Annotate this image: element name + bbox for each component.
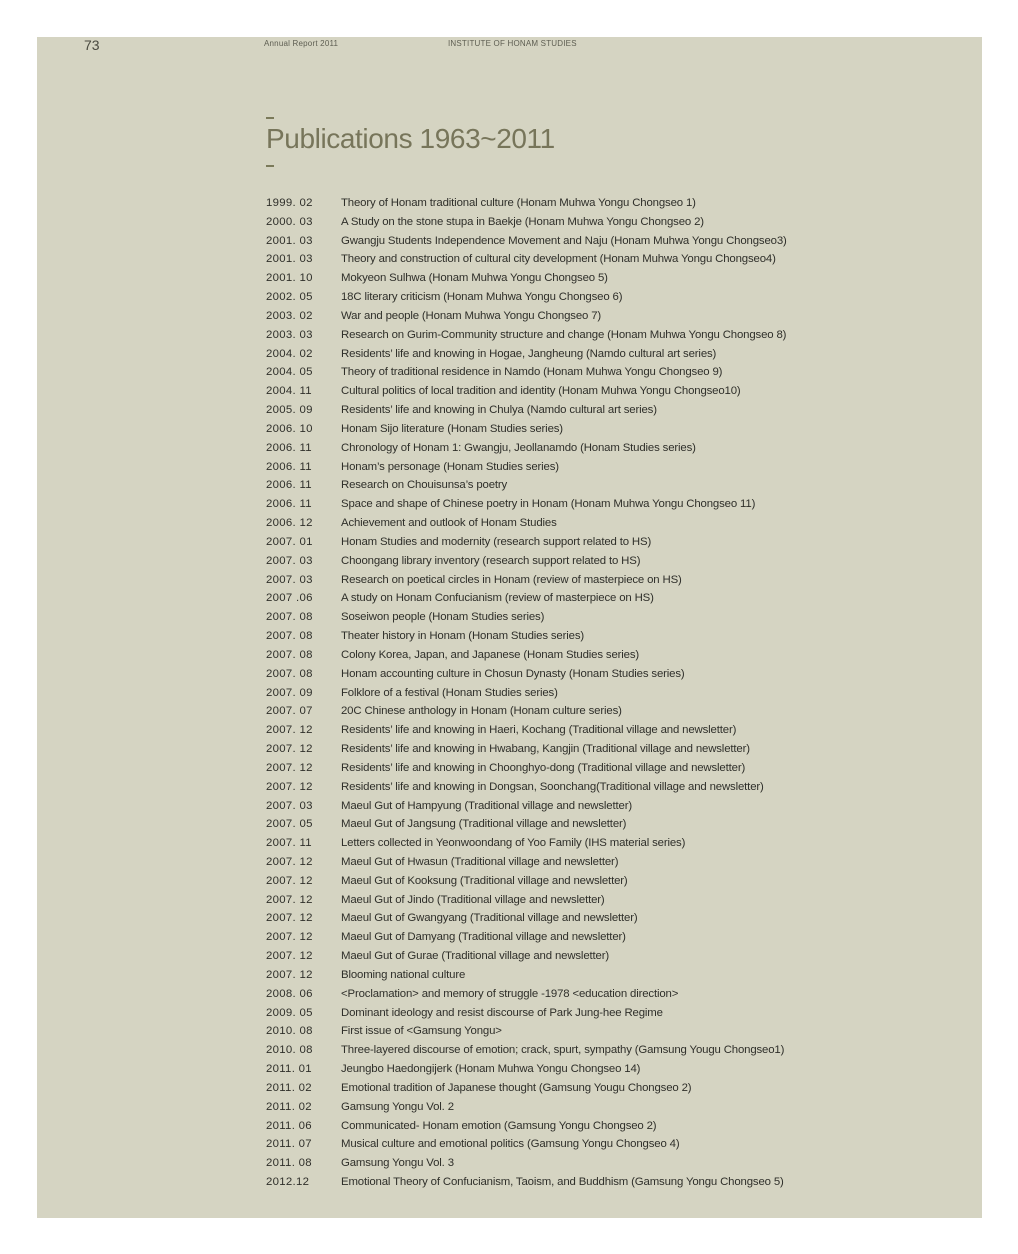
publication-date: 2005. 09 <box>266 404 313 417</box>
title-rule-bottom <box>266 165 274 167</box>
publication-date: 2011. 07 <box>266 1138 312 1151</box>
publication-date: 2011. 02 <box>266 1081 312 1094</box>
publication-title: Residents’ life and knowing in Haeri, Kochang (Traditional village and newsletter) <box>341 724 737 737</box>
publication-date: 2003. 03 <box>266 328 313 341</box>
publication-row <box>266 439 966 458</box>
publication-row <box>266 815 966 834</box>
running-header-institute: INSTITUTE OF HONAM STUDIES <box>448 39 577 48</box>
publication-title: Dominant ideology and resist discourse of Park Jung-hee Regime <box>341 1006 663 1019</box>
publication-title: Theater history in Honam (Honam Studies series) <box>341 630 585 643</box>
publication-title: Folklore of a festival (Honam Studies series) <box>341 686 558 699</box>
publication-date: 2006. 11 <box>266 441 312 454</box>
publication-date: 2007. 09 <box>266 686 313 699</box>
publication-row <box>266 1060 966 1079</box>
publication-row <box>266 514 966 533</box>
publication-date: 2006. 10 <box>266 422 313 435</box>
running-header-report: Annual Report 2011 <box>264 39 339 48</box>
publication-title: Soseiwon people (Honam Studies series) <box>341 611 545 624</box>
publication-title: Research on poetical circles in Honam (review of masterpiece on HS) <box>341 573 682 586</box>
publication-date: 2007. 12 <box>266 743 313 756</box>
publication-date: 2011. 01 <box>266 1063 312 1076</box>
publication-row <box>266 759 966 778</box>
publication-date: 2007. 08 <box>266 667 313 680</box>
publication-date: 2011. 08 <box>266 1157 312 1170</box>
publication-date: 2007. 05 <box>266 818 313 831</box>
publication-date: 2007 .06 <box>266 592 313 605</box>
publication-title: Honam Sijo literature (Honam Studies series) <box>341 422 563 435</box>
page-title: Publications 1963~2011 <box>266 123 555 154</box>
publication-title: Cultural politics of local tradition and identity (Honam Muhwa Yongu Chongseo10) <box>341 385 741 398</box>
publication-row <box>266 702 966 721</box>
publication-date: 2007. 11 <box>266 837 312 850</box>
publication-title: Three-layered discourse of emotion; crack, spurt, sympathy (Gamsung Yougu Chongseo1) <box>341 1044 785 1057</box>
publication-title: First issue of <Gamsung Yongu> <box>341 1025 502 1038</box>
publication-title: Maeul Gut of Hampyung (Traditional village and newsletter) <box>341 799 632 812</box>
publication-row <box>266 891 966 910</box>
publication-date: 2007. 03 <box>266 799 313 812</box>
publication-date: 2007. 12 <box>266 855 313 868</box>
publication-row <box>266 250 966 269</box>
publication-date: 2007. 12 <box>266 931 313 944</box>
publication-row <box>266 721 966 740</box>
publication-title: Theory of Honam traditional culture (Honam Muhwa Yongu Chongseo 1) <box>341 197 696 209</box>
publication-row <box>266 288 966 307</box>
publication-row <box>266 213 966 232</box>
publication-date: 2006. 11 <box>266 479 312 492</box>
publication-title: Residents’ life and knowing in Hogae, Jangheung (Namdo cultural art series) <box>341 347 717 360</box>
publication-date: 2007. 12 <box>266 893 313 906</box>
publication-row <box>266 1004 966 1023</box>
publication-date: 2003. 02 <box>266 309 313 322</box>
publication-row <box>266 232 966 251</box>
publication-date: 2009. 05 <box>266 1006 313 1019</box>
publication-date: 2007. 03 <box>266 554 313 567</box>
publication-date: 2007. 08 <box>266 611 313 624</box>
publication-date: 2001. 10 <box>266 272 313 285</box>
publication-title: Emotional Theory of Confucianism, Taoism, and Buddhism (Gamsung Yongu Chongseo 5) <box>341 1176 784 1189</box>
publication-row <box>266 458 966 477</box>
document-page <box>37 37 982 1218</box>
publication-title: 18C literary criticism (Honam Muhwa Yongu Chongseo 6) <box>341 291 623 304</box>
publication-date: 2012.12 <box>266 1176 310 1189</box>
publication-title: 20C Chinese anthology in Honam (Honam culture series) <box>341 705 622 718</box>
publication-date: 2007. 03 <box>266 573 313 586</box>
publication-title: Theory of traditional residence in Namdo (Honam Muhwa Yongu Chongseo 9) <box>341 366 723 379</box>
publication-title: Residents’ life and knowing in Hwabang, Kangjin (Traditional village and newsletter) <box>341 743 750 756</box>
publication-title: Maeul Gut of Hwasun (Traditional village and newsletter) <box>341 855 619 868</box>
publication-date: 2004. 05 <box>266 366 313 379</box>
publication-date: 2007. 12 <box>266 780 313 793</box>
publication-row <box>266 269 966 288</box>
publication-row <box>266 646 966 665</box>
publication-title: A Study on the stone stupa in Baekje (Honam Muhwa Yongu Chongseo 2) <box>341 215 704 228</box>
publication-row <box>266 495 966 514</box>
publication-title: Jeungbo Haedongijerk (Honam Muhwa Yongu Chongseo 14) <box>341 1063 641 1076</box>
publication-title: Maeul Gut of Gurae (Traditional village and newsletter) <box>341 950 610 963</box>
publication-row <box>266 778 966 797</box>
publication-date: 2007. 07 <box>266 705 313 718</box>
publication-date: 2000. 03 <box>266 215 313 228</box>
publication-date: 2007. 12 <box>266 950 313 963</box>
publication-date: 2004. 11 <box>266 385 312 398</box>
publication-row <box>266 665 966 684</box>
publication-row <box>266 571 966 590</box>
title-rule-top <box>266 117 274 119</box>
publication-row <box>266 345 966 364</box>
publication-date: 2010. 08 <box>266 1044 313 1057</box>
publication-title: Theory and construction of cultural city development (Honam Muhwa Yongu Chongseo4) <box>341 253 776 266</box>
publication-row <box>266 853 966 872</box>
publication-title: Maeul Gut of Jindo (Traditional village and newsletter) <box>341 893 605 906</box>
publication-title: Maeul Gut of Jangsung (Traditional village and newsletter) <box>341 818 627 831</box>
publication-row <box>266 608 966 627</box>
publication-title: Colony Korea, Japan, and Japanese (Honam Studies series) <box>341 648 640 661</box>
publication-title: Honam accounting culture in Chosun Dynasty (Honam Studies series) <box>341 667 685 680</box>
publication-title: Maeul Gut of Gwangyang (Traditional village and newsletter) <box>341 912 638 925</box>
publication-date: 2008. 06 <box>266 987 313 1000</box>
publication-row <box>266 1079 966 1098</box>
publication-row <box>266 1173 966 1192</box>
publication-row <box>266 1135 966 1154</box>
publication-title: Research on Chouisunsa’s poetry <box>341 479 508 492</box>
publication-row <box>266 363 966 382</box>
publication-row <box>266 326 966 345</box>
page-number: 73 <box>84 37 100 53</box>
publication-date: 2007. 08 <box>266 648 313 661</box>
publication-date: 2010. 08 <box>266 1025 313 1038</box>
publication-title: Residents’ life and knowing in Choonghyo-dong (Traditional village and newsletter) <box>341 761 746 774</box>
publication-row <box>266 382 966 401</box>
publication-row <box>266 552 966 571</box>
publication-row <box>266 627 966 646</box>
publication-title: Blooming national culture <box>341 968 466 981</box>
publication-date: 2001. 03 <box>266 253 313 266</box>
publication-row <box>266 928 966 947</box>
publication-title: Maeul Gut of Kooksung (Traditional village and newsletter) <box>341 874 628 887</box>
publication-row <box>266 1154 966 1173</box>
publication-date: 2001. 03 <box>266 234 313 247</box>
publication-row <box>266 589 966 608</box>
publication-date: 2007. 12 <box>266 968 313 981</box>
publication-date: 2006. 12 <box>266 517 313 530</box>
publication-row <box>266 1022 966 1041</box>
publication-row <box>266 1117 966 1136</box>
publication-title: Letters collected in Yeonwoondang of Yoo Family (IHS material series) <box>341 837 686 850</box>
publication-title: Mokyeon Sulhwa (Honam Muhwa Yongu Chongseo 5) <box>341 272 608 285</box>
publication-row <box>266 1098 966 1117</box>
publication-row <box>266 1041 966 1060</box>
publication-title: Research on Gurim-Community structure and change (Honam Muhwa Yongu Chongseo 8) <box>341 328 787 341</box>
publication-title: Communicated- Honam emotion (Gamsung Yongu Chongseo 2) <box>341 1119 657 1132</box>
publication-title: Maeul Gut of Damyang (Traditional village and newsletter) <box>341 931 626 944</box>
publication-date: 2006. 11 <box>266 460 312 473</box>
publication-row <box>266 966 966 985</box>
publication-row <box>266 947 966 966</box>
publication-date: 1999. 02 <box>266 197 313 209</box>
publication-date: 2004. 02 <box>266 347 313 360</box>
publication-title: Gamsung Yongu Vol. 2 <box>341 1100 454 1113</box>
publication-date: 2002. 05 <box>266 291 313 304</box>
publication-row <box>266 684 966 703</box>
publication-date: 2011. 06 <box>266 1119 312 1132</box>
publication-title: Gwangju Students Independence Movement and Naju (Honam Muhwa Yongu Chongseo3) <box>341 234 787 247</box>
publication-row <box>266 476 966 495</box>
publication-title: War and people (Honam Muhwa Yongu Chongseo 7) <box>341 309 602 322</box>
publication-title: Residents’ life and knowing in Dongsan, Soonchang(Traditional village and newsletter) <box>341 780 764 793</box>
publication-row <box>266 740 966 759</box>
publication-title: Gamsung Yongu Vol. 3 <box>341 1157 454 1170</box>
publication-date: 2011. 02 <box>266 1100 312 1113</box>
publication-date: 2007. 12 <box>266 874 313 887</box>
publication-title: Musical culture and emotional politics (Gamsung Yongu Chongseo 4) <box>341 1138 680 1151</box>
publication-title: A study on Honam Confucianism (review of masterpiece on HS) <box>341 592 654 605</box>
publication-date: 2007. 12 <box>266 912 313 925</box>
publication-date: 2007. 08 <box>266 630 313 643</box>
publication-row <box>266 194 966 213</box>
publication-title: <Proclamation> and memory of struggle -1978 <education direction> <box>341 987 679 1000</box>
publication-title: Residents’ life and knowing in Chulya (Namdo cultural art series) <box>341 404 657 417</box>
publication-date: 2006. 11 <box>266 498 312 511</box>
publication-row <box>266 401 966 420</box>
publication-title: Chronology of Honam 1: Gwangju, Jeollanamdo (Honam Studies series) <box>341 441 696 454</box>
publication-row <box>266 909 966 928</box>
publication-date: 2007. 12 <box>266 724 313 737</box>
publication-row <box>266 420 966 439</box>
publication-row <box>266 872 966 891</box>
publication-title: Achievement and outlook of Honam Studies <box>341 517 557 530</box>
publication-row <box>266 834 966 853</box>
publication-row <box>266 797 966 816</box>
publication-list <box>266 194 966 1192</box>
publication-title: Honam Studies and modernity (research support related to HS) <box>341 535 652 548</box>
publication-title: Space and shape of Chinese poetry in Honam (Honam Muhwa Yongu Chongseo 11) <box>341 498 756 511</box>
publication-row <box>266 985 966 1004</box>
publication-date: 2007. 01 <box>266 535 313 548</box>
publication-title: Emotional tradition of Japanese thought (Gamsung Yougu Chongseo 2) <box>341 1081 692 1094</box>
publication-row <box>266 533 966 552</box>
publication-date: 2007. 12 <box>266 761 313 774</box>
publication-title: Choongang library inventory (research support related to HS) <box>341 554 641 567</box>
publication-title: Honam’s personage (Honam Studies series) <box>341 460 559 473</box>
publication-row <box>266 307 966 326</box>
